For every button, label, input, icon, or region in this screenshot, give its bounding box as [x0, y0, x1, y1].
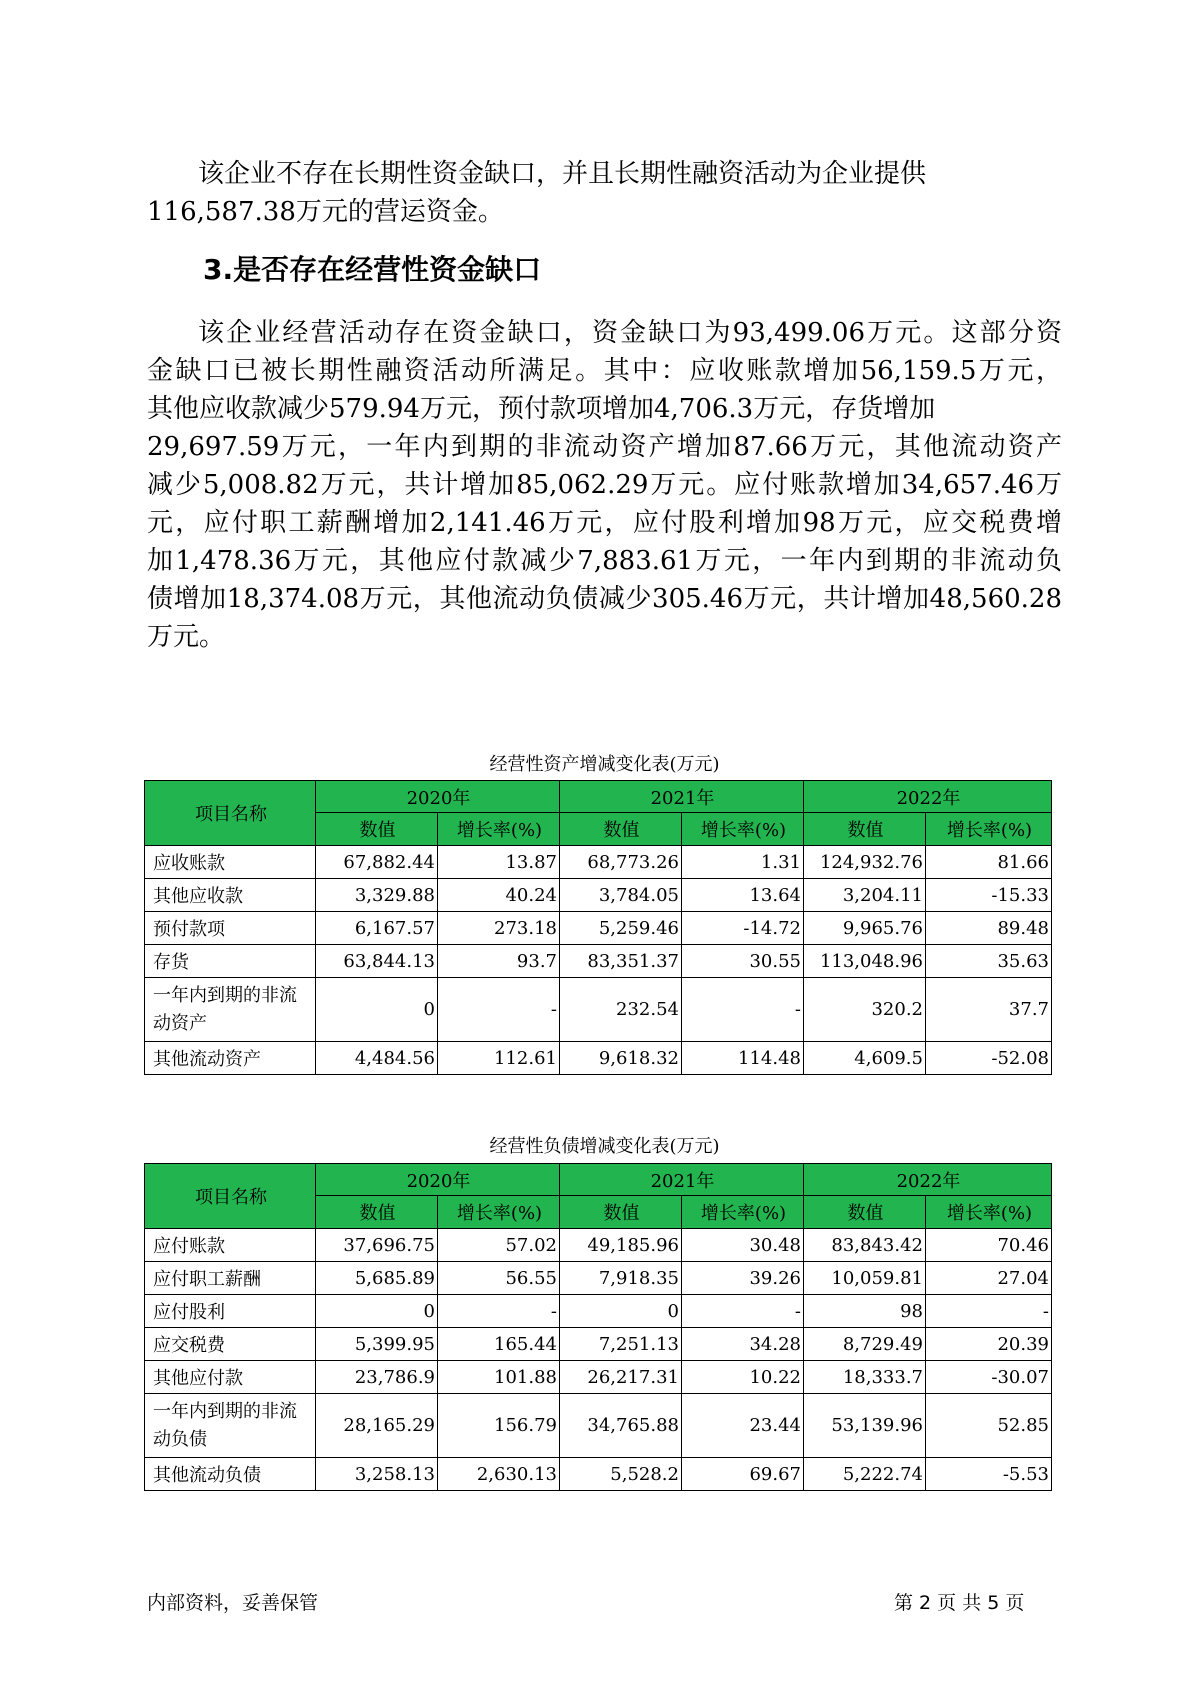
cell: 53,139.96	[804, 1394, 926, 1458]
header-year: 2021年	[560, 781, 804, 813]
header-value: 数值	[804, 1196, 926, 1229]
row-label: 其他应收款	[145, 879, 316, 912]
row-label: 应付职工薪酬	[145, 1262, 316, 1295]
table-row	[145, 1328, 1052, 1361]
cell: 13.87	[438, 846, 560, 879]
cell: 30.48	[682, 1229, 804, 1262]
cell: 3,204.11	[804, 879, 926, 912]
cell: 156.79	[438, 1394, 560, 1458]
cell: 9,618.32	[560, 1042, 682, 1075]
row-label: 应付股利	[145, 1295, 316, 1328]
cell: 83,351.37	[560, 945, 682, 978]
paragraph-line: 其他应收款减少579.94万元，预付款项增加4,706.3万元，存货增加	[147, 394, 936, 424]
cell: 37,696.75	[316, 1229, 438, 1262]
cell: -	[926, 1295, 1052, 1328]
cell: -52.08	[926, 1042, 1052, 1075]
table-row	[145, 879, 1052, 912]
header-item-name: 项目名称	[145, 1164, 316, 1229]
cell: -	[682, 1295, 804, 1328]
cell: 52.85	[926, 1394, 1052, 1458]
cell: -5.53	[926, 1458, 1052, 1491]
cell: -15.33	[926, 879, 1052, 912]
row-label: 应付账款	[145, 1229, 316, 1262]
cell: 114.48	[682, 1042, 804, 1075]
header-value: 数值	[560, 813, 682, 846]
row-label: 一年内到期的非流动负债	[145, 1394, 316, 1458]
cell: -	[438, 1295, 560, 1328]
cell: 20.39	[926, 1328, 1052, 1361]
cell: 5,528.2	[560, 1458, 682, 1491]
cell: 3,784.05	[560, 879, 682, 912]
cell: 7,251.13	[560, 1328, 682, 1361]
section-heading: 3.是否存在经营性资金缺口	[203, 253, 542, 286]
cell: 5,222.74	[804, 1458, 926, 1491]
row-label: 其他流动资产	[145, 1042, 316, 1075]
cell: 28,165.29	[316, 1394, 438, 1458]
header-growth: 增长率(%)	[682, 813, 804, 846]
table-row	[145, 1394, 1052, 1458]
cell: 34,765.88	[560, 1394, 682, 1458]
cell: 3,258.13	[316, 1458, 438, 1491]
cell: 124,932.76	[804, 846, 926, 879]
cell: -30.07	[926, 1361, 1052, 1394]
cell: -	[438, 978, 560, 1042]
cell: 2,630.13	[438, 1458, 560, 1491]
operating-liabilities-table	[144, 1163, 1052, 1491]
cell: 18,333.7	[804, 1361, 926, 1394]
row-label: 预付款项	[145, 912, 316, 945]
table-row	[145, 846, 1052, 879]
header-year: 2020年	[316, 1164, 560, 1196]
table-row	[145, 1042, 1052, 1075]
cell: 5,685.89	[316, 1262, 438, 1295]
paragraph-line: 116,587.38万元的营运资金。	[147, 197, 504, 227]
header-growth: 增长率(%)	[438, 813, 560, 846]
cell: 8,729.49	[804, 1328, 926, 1361]
header-value: 数值	[804, 813, 926, 846]
cell: 5,259.46	[560, 912, 682, 945]
cell: 0	[560, 1295, 682, 1328]
cell: 83,843.42	[804, 1229, 926, 1262]
cell: 89.48	[926, 912, 1052, 945]
header-value: 数值	[316, 1196, 438, 1229]
cell: 10,059.81	[804, 1262, 926, 1295]
header-value: 数值	[560, 1196, 682, 1229]
table-row	[145, 978, 1052, 1042]
cell: 81.66	[926, 846, 1052, 879]
cell: 26,217.31	[560, 1361, 682, 1394]
cell: 165.44	[438, 1328, 560, 1361]
cell: 1.31	[682, 846, 804, 879]
paragraph-line: 金缺口已被长期性融资活动所满足。其中：应收账款增加56,159.5万元，	[147, 356, 1062, 386]
cell: 30.55	[682, 945, 804, 978]
paragraph-line: 元，应付职工薪酬增加2,141.46万元，应付股利增加98万元，应交税费增	[147, 508, 1062, 538]
cell: 232.54	[560, 978, 682, 1042]
table-caption-assets: 经营性资产增减变化表(万元)	[489, 754, 720, 775]
cell: 7,918.35	[560, 1262, 682, 1295]
cell: 40.24	[438, 879, 560, 912]
paragraph-line: 债增加18,374.08万元，其他流动负债减少305.46万元，共计增加48,560.28	[147, 584, 1062, 614]
header-growth: 增长率(%)	[438, 1196, 560, 1229]
header-growth: 增长率(%)	[926, 813, 1052, 846]
table-row	[145, 1361, 1052, 1394]
paragraph-line: 加1,478.36万元，其他应付款减少7,883.61万元，一年内到期的非流动负	[147, 546, 1062, 576]
cell: 27.04	[926, 1262, 1052, 1295]
table-row	[145, 1458, 1052, 1491]
cell: 5,399.95	[316, 1328, 438, 1361]
cell: 39.26	[682, 1262, 804, 1295]
row-label: 其他应付款	[145, 1361, 316, 1394]
cell: 320.2	[804, 978, 926, 1042]
row-label: 存货	[145, 945, 316, 978]
header-year: 2020年	[316, 781, 560, 813]
paragraph-line: 万元。	[147, 622, 226, 652]
cell: 4,609.5	[804, 1042, 926, 1075]
cell: 93.7	[438, 945, 560, 978]
header-growth: 增长率(%)	[682, 1196, 804, 1229]
cell: -	[682, 978, 804, 1042]
header-value: 数值	[316, 813, 438, 846]
operating-assets-table	[144, 780, 1052, 1075]
paragraph-line: 减少5,008.82万元，共计增加85,062.29万元。应付账款增加34,657.46万	[147, 470, 1062, 500]
cell: 68,773.26	[560, 846, 682, 879]
paragraph-line: 该企业经营活动存在资金缺口，资金缺口为93,499.06万元。这部分资	[198, 318, 1062, 348]
cell: 34.28	[682, 1328, 804, 1361]
cell: 0	[316, 978, 438, 1042]
row-label: 应收账款	[145, 846, 316, 879]
table-caption-liabilities: 经营性负债增减变化表(万元)	[489, 1136, 720, 1157]
cell: 63,844.13	[316, 945, 438, 978]
cell: 113,048.96	[804, 945, 926, 978]
footer-confidential-note: 内部资料，妥善保管	[147, 1592, 319, 1614]
table-row	[145, 1229, 1052, 1262]
footer-page-number: 第 2 页 共 5 页	[894, 1592, 1025, 1614]
cell: 23,786.9	[316, 1361, 438, 1394]
cell: 23.44	[682, 1394, 804, 1458]
header-year: 2022年	[804, 781, 1052, 813]
row-label: 一年内到期的非流动资产	[145, 978, 316, 1042]
cell: 6,167.57	[316, 912, 438, 945]
cell: 70.46	[926, 1229, 1052, 1262]
table-row	[145, 1262, 1052, 1295]
row-label: 应交税费	[145, 1328, 316, 1361]
paragraph-line: 该企业不存在长期性资金缺口，并且长期性融资活动为企业提供	[198, 159, 927, 189]
paragraph-operating-gap	[147, 314, 1062, 656]
cell: 10.22	[682, 1361, 804, 1394]
cell: 273.18	[438, 912, 560, 945]
table-row	[145, 912, 1052, 945]
cell: 57.02	[438, 1229, 560, 1262]
cell: 112.61	[438, 1042, 560, 1075]
cell: 0	[316, 1295, 438, 1328]
header-item-name: 项目名称	[145, 781, 316, 846]
cell: 35.63	[926, 945, 1052, 978]
table-row	[145, 1295, 1052, 1328]
header-year: 2021年	[560, 1164, 804, 1196]
cell: 37.7	[926, 978, 1052, 1042]
table-row	[145, 945, 1052, 978]
header-year: 2022年	[804, 1164, 1052, 1196]
cell: 69.67	[682, 1458, 804, 1491]
paragraph-long-term-gap	[147, 155, 1062, 231]
header-growth: 增长率(%)	[926, 1196, 1052, 1229]
cell: 56.55	[438, 1262, 560, 1295]
cell: 67,882.44	[316, 846, 438, 879]
cell: 13.64	[682, 879, 804, 912]
cell: 49,185.96	[560, 1229, 682, 1262]
cell: 3,329.88	[316, 879, 438, 912]
paragraph-line: 29,697.59万元，一年内到期的非流动资产增加87.66万元，其他流动资产	[147, 432, 1062, 462]
cell: 98	[804, 1295, 926, 1328]
cell: 4,484.56	[316, 1042, 438, 1075]
cell: 101.88	[438, 1361, 560, 1394]
cell: -14.72	[682, 912, 804, 945]
cell: 9,965.76	[804, 912, 926, 945]
row-label: 其他流动负债	[145, 1458, 316, 1491]
